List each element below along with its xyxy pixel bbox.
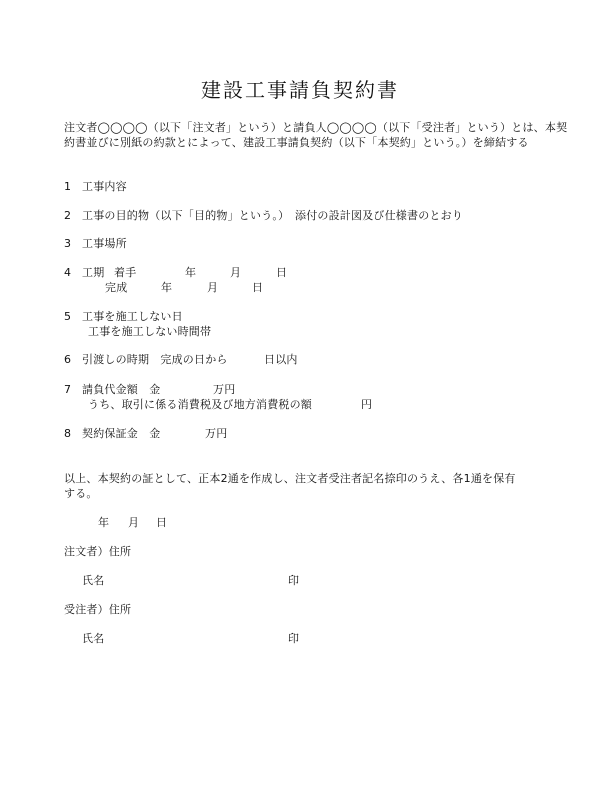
closing-line-2: する。 bbox=[64, 487, 98, 500]
completion-day: 日 bbox=[252, 281, 264, 294]
item-1 bbox=[64, 181, 127, 192]
item-5 bbox=[64, 311, 183, 322]
date-month: 月 bbox=[128, 516, 140, 529]
item-7 bbox=[64, 384, 160, 395]
item-3 bbox=[64, 238, 127, 249]
item-text: 契約保証金 金 bbox=[82, 427, 161, 440]
item-text: 工事の目的物（以下「目的物」という。） 添付の設計図及び仕様書のとおり bbox=[82, 209, 463, 222]
item-number: 1 bbox=[64, 180, 72, 193]
construction-period-label: 工期 bbox=[82, 266, 105, 279]
item-4-number: 4 bbox=[64, 266, 72, 279]
orderer-seal-mark: 印 bbox=[288, 574, 300, 587]
completion-month: 月 bbox=[207, 281, 219, 294]
item-number: 6 bbox=[64, 353, 72, 366]
tax-amount-unit: 円 bbox=[361, 398, 373, 411]
item-2 bbox=[64, 210, 463, 221]
contractor-name-label: 氏名 bbox=[82, 632, 105, 645]
item-text: 工事内容 bbox=[82, 180, 127, 193]
closing-line-1: 以上、本契約の証として、正本2通を作成し、注文者受注者記名捺印のうえ、各1通を保有 bbox=[64, 472, 516, 485]
item-number: 7 bbox=[64, 383, 72, 396]
guarantee-unit: 万円 bbox=[205, 427, 228, 440]
orderer-address-label: 注文者）住所 bbox=[64, 545, 132, 558]
date-year: 年 bbox=[98, 516, 110, 529]
item-number: 2 bbox=[64, 209, 72, 222]
contractor-address-label: 受注者）住所 bbox=[64, 603, 132, 616]
start-month: 月 bbox=[230, 266, 242, 279]
completion-year: 年 bbox=[161, 281, 173, 294]
item-6-suffix: 日以内 bbox=[264, 353, 298, 366]
start-label: 着手 bbox=[114, 266, 137, 279]
document-title: 建設工事請負契約書 bbox=[201, 78, 399, 102]
item-number: 8 bbox=[64, 427, 72, 440]
contractor-seal-mark: 印 bbox=[288, 632, 300, 645]
item-8 bbox=[64, 428, 160, 439]
item-number: 5 bbox=[64, 310, 72, 323]
item-5-sub: 工事を施工しない時間帯 bbox=[88, 325, 212, 338]
item-text: 工事を施工しない日 bbox=[82, 310, 183, 323]
item-text: 工事場所 bbox=[82, 237, 127, 250]
item-text: 請負代金額 金 bbox=[82, 383, 161, 396]
date-day: 日 bbox=[156, 516, 168, 529]
start-year: 年 bbox=[185, 266, 197, 279]
completion-label: 完成 bbox=[105, 281, 128, 294]
contract-amount-unit: 万円 bbox=[213, 383, 236, 396]
intro-line-1: 注文者◯◯◯◯（以下「注文者」という）と請負人◯◯◯◯（以下「受注者」という）とは、本契 bbox=[64, 121, 568, 134]
start-day: 日 bbox=[276, 266, 288, 279]
intro-line-2: 約書並びに別紙の約款とによって、建設工事請負契約（以下「本契約」という。）を締結する bbox=[64, 136, 529, 149]
item-number: 3 bbox=[64, 237, 72, 250]
item-6 bbox=[64, 354, 228, 365]
orderer-name-label: 氏名 bbox=[82, 574, 105, 587]
item-text: 引渡しの時期 完成の日から bbox=[82, 353, 228, 366]
item-7-sub: うち、取引に係る消費税及び地方消費税の額 bbox=[88, 398, 312, 411]
